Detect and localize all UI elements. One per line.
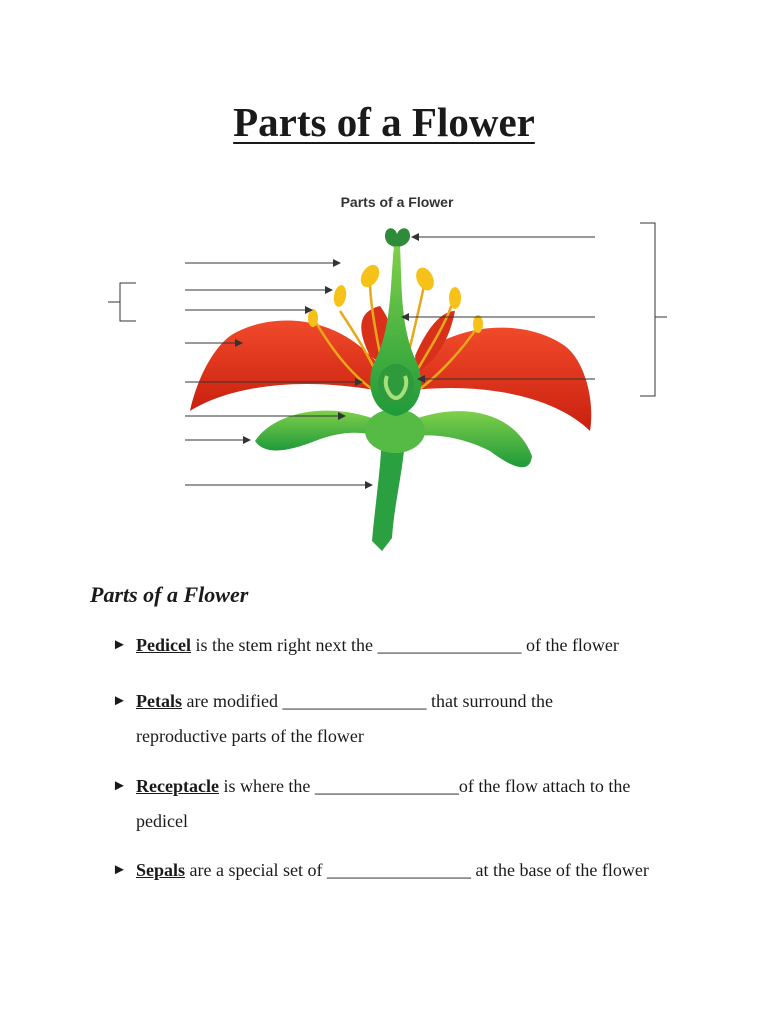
- petal-left: [190, 321, 380, 411]
- item-continuation: reproductive parts of the flower: [136, 726, 364, 746]
- diagram-title: Parts of a Flower: [340, 194, 454, 210]
- stem: [372, 436, 405, 551]
- flower-diagram: [100, 186, 680, 566]
- page-title-text: Parts of a Flower: [233, 99, 535, 145]
- item-continuation: pedicel: [136, 811, 188, 831]
- fill-in-blank: ________________: [326, 860, 471, 880]
- page-title: [0, 98, 768, 146]
- right-pointer-icon: ►: [112, 637, 127, 653]
- section-heading: Parts of a Flower: [90, 582, 249, 607]
- flower-illustration: [100, 186, 680, 566]
- sepal-left: [255, 411, 380, 451]
- bracket-right: [640, 223, 667, 396]
- term-pedicel: Pedicel: [136, 635, 191, 655]
- right-pointer-icon: ►: [112, 862, 127, 878]
- fill-in-blank: ________________: [282, 691, 427, 711]
- term-receptacle: Receptacle: [136, 776, 219, 796]
- sepal-right: [410, 411, 532, 467]
- term-petals: Petals: [136, 691, 182, 711]
- right-pointer-icon: ►: [112, 778, 127, 794]
- fill-in-blank: ________________: [377, 635, 522, 655]
- stigma: [385, 228, 410, 246]
- right-pointer-icon: ►: [112, 693, 127, 709]
- bracket-left: [108, 283, 136, 321]
- fill-in-blank: ________________: [314, 776, 459, 796]
- term-sepals: Sepals: [136, 860, 186, 880]
